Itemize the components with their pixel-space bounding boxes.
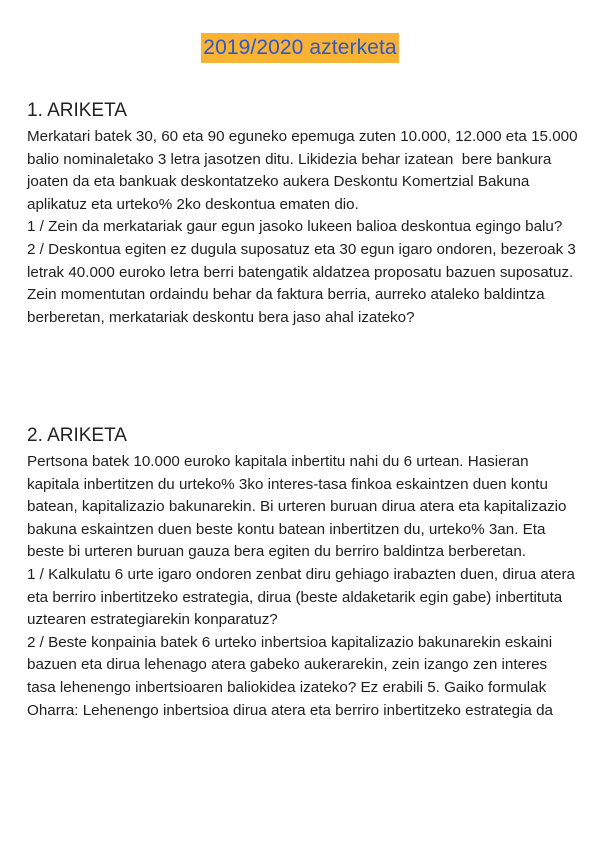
exercise-1-question-1: 1 / Zein da merkatariak gaur egun jasoko lukeen balioa deskontua egingo balu? <box>27 218 563 236</box>
exercise-1-heading: 1. ARIKETA <box>27 100 127 121</box>
exercise-2-statement: Pertsona batek 10.000 euroko kapitala inbertitu nahi du 6 urtean. Hasieran kapitala inbertitzen du urteko% 3ko interes-tasa finkoa eskaintzen duen kontu batean, kapitalizazio bakunarekin. Bi urteren buruan dirua atera eta kapitalizazio bakuna eskaintzen duen beste kontu batean inbertitzen du, urteko% 3an. Eta beste bi urteren buruan gauza bera egiten du berriro baldintza berberetan. <box>27 453 571 561</box>
title-container <box>0 33 600 63</box>
exercise-2-heading: 2. ARIKETA <box>27 425 127 446</box>
exercise-2-question-1: 1 / Kalkulatu 6 urte igaro ondoren zenbat diru gehiago irabazten duen, dirua atera eta berriro inbertitzeko estrategia, dirua (beste aldaketarik egin gabe) inbertituta uztearen estrategiarekin konparatuz? <box>27 565 580 629</box>
exercise-2-question-2: 2 / Beste konpainia batek 6 urteko inbertsioa kapitalizazio bakunarekin eskaini bazuen eta dirua lehenago atera gabeko aukerarekin, zein izango zen interes tasa lehenengo inbertsioaren baliokidea izateko? Ez erabili 5. Gaiko formulak <box>27 633 557 696</box>
exercise-1-section <box>27 98 582 329</box>
exercise-2-section <box>27 423 579 722</box>
page-title: 2019/2020 azterketa <box>201 33 398 63</box>
exercise-2-note: Oharra: Lehenengo inbertsioa dirua atera eta berriro inbertitzeko estrategia da <box>27 701 553 719</box>
exercise-1-question-2: 2 / Deskontua egiten ez dugula suposatuz eta 30 egun igaro ondoren, bezeroak 3 letrak 40.000 euroko letra berri batengatik aldatzea proposatu bazuen suposatuz. Zein momentutan ordaindu behar da faktura berria, aurreko ataleko baldintza berberetan, merkatariak deskontu bera jaso ahal izateko? <box>27 240 581 326</box>
exercise-1-statement: Merkatari batek 30, 60 eta 90 eguneko epemuga zuten 10.000, 12.000 eta 15.000 balio nominaletako 3 letra jasotzen ditu. Likidezia behar izatean bere bankura joaten da eta bankuak deskontatzeko aukera Deskontu Komertzial Bakuna aplikatuz eta urteko% 2ko deskontua ematen dio. <box>27 128 582 213</box>
